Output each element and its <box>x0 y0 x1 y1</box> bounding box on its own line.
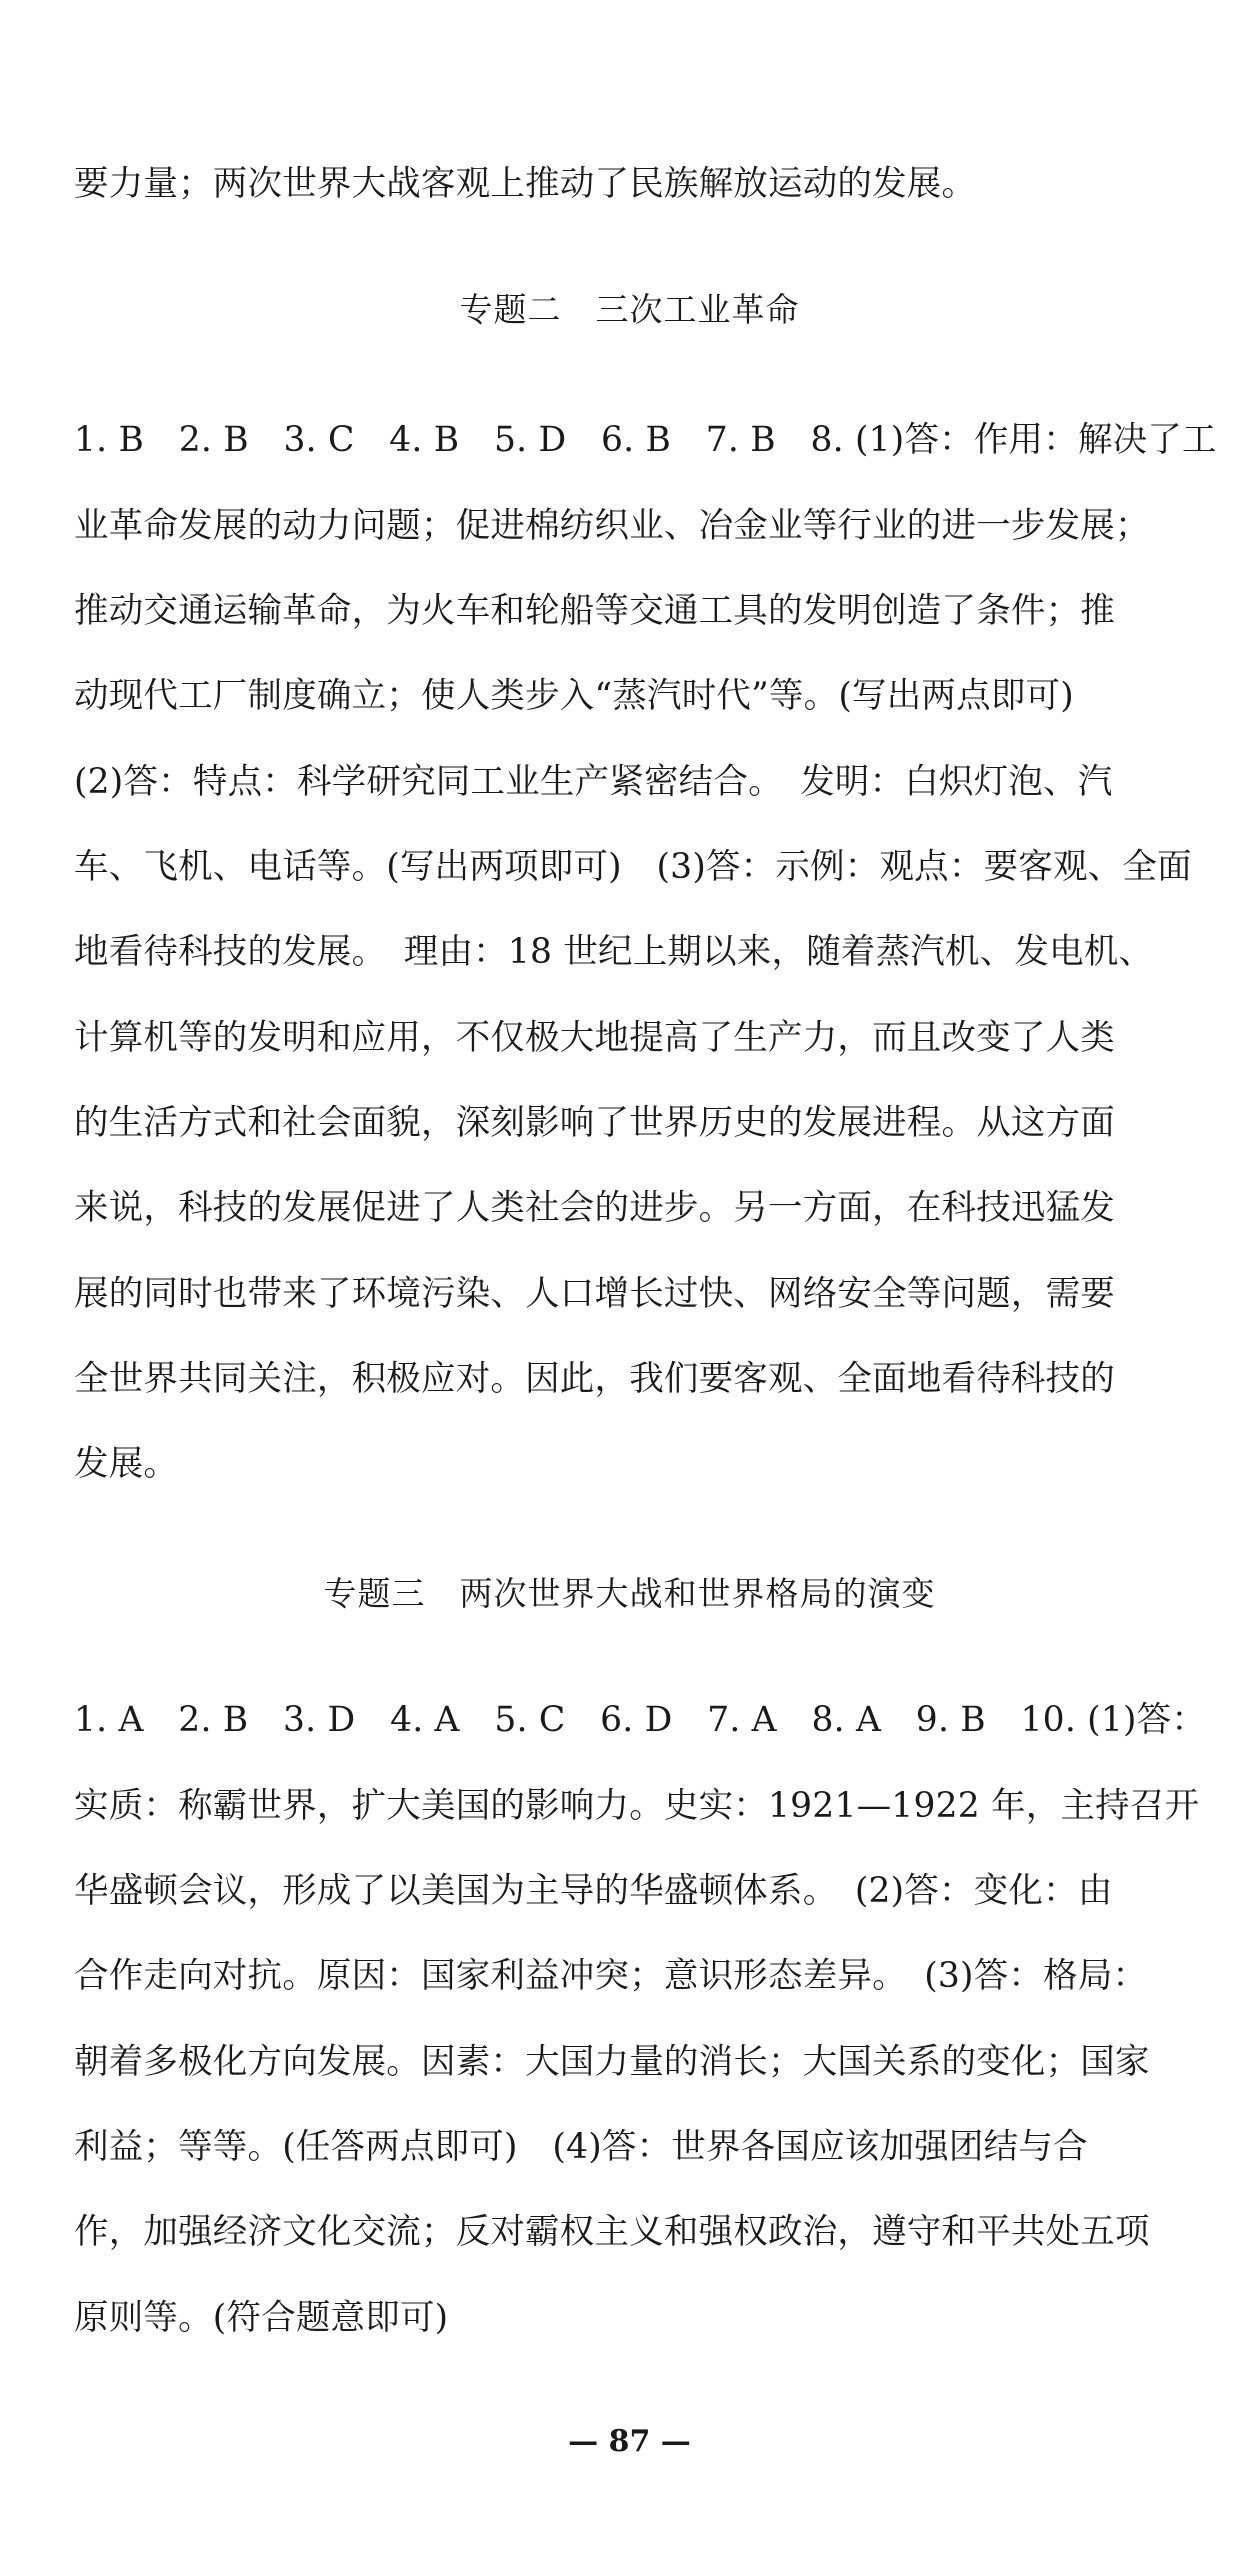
text-line: 车、飞机、电话等。(写出两项即可) (3)答：示例：观点：要客观、全面 <box>74 847 1192 887</box>
text-line: 华盛顿会议，形成了以美国为主导的华盛顿体系。 (2)答：变化：由 <box>74 1871 1113 1911</box>
text-line: 来说，科技的发展促进了人类社会的进步。另一方面，在科技迅猛发 <box>74 1188 1115 1228</box>
section-title: 专题二 三次工业革命 <box>459 290 800 329</box>
text-line: 展的同时也带来了环境污染、人口增长过快、网络安全等问题，需要 <box>74 1274 1115 1314</box>
text-line: 合作走向对抗。原因：国家利益冲突；意识形态差异。 (3)答：格局： <box>74 1956 1148 1996</box>
text-line: 利益；等等。(任答两点即可) (4)答：世界各国应该加强团结与合 <box>74 2127 1088 2167</box>
text-line: 朝着多极化方向发展。因素：大国力量的消长；大国关系的变化；国家 <box>74 2042 1150 2082</box>
text-line: 作，加强经济文化交流；反对霸权主义和强权政治，遵守和平共处五项 <box>74 2212 1150 2252</box>
text-line: 发展。 <box>74 1444 179 1484</box>
text-line: 业革命发展的动力问题；促进棉纺织业、冶金业等行业的进一步发展； <box>74 506 1150 546</box>
text-line: 全世界共同关注，积极应对。因此，我们要客观、全面地看待科技的 <box>74 1359 1115 1399</box>
text-line: 推动交通运输革命，为火车和轮船等交通工具的发明创造了条件；推 <box>74 591 1115 631</box>
section-title: 专题三 两次世界大战和世界格局的演变 <box>323 1574 936 1613</box>
page-number: — 87 — <box>568 2424 691 2459</box>
text-line: 1. B 2. B 3. C 4. B 5. D 6. B 7. B 8. (1)答：作用：解决了工 <box>74 420 1217 460</box>
text-line: 原则等。(符合题意即可) <box>74 2298 449 2338</box>
text-line: 要力量；两次世界大战客观上推动了民族解放运动的发展。 <box>74 164 977 204</box>
text-line: 计算机等的发明和应用，不仅极大地提高了生产力，而且改变了人类 <box>74 1018 1115 1058</box>
text-line: 实质：称霸世界，扩大美国的影响力。史实：1921—1922 年，主持召开 <box>74 1786 1200 1826</box>
text-line: 动现代工厂制度确立；使人类步入“蒸汽时代”等。(写出两点即可) <box>74 676 1074 716</box>
text-line: 1. A 2. B 3. D 4. A 5. C 6. D 7. A 8. A 9. B 10. (1)答： <box>74 1700 1207 1740</box>
text-line: 地看待科技的发展。 理由：18 世纪上期以来，随着蒸汽机、发电机、 <box>74 932 1154 972</box>
text-line: 的生活方式和社会面貌，深刻影响了世界历史的发展进程。从这方面 <box>74 1103 1115 1143</box>
text-line: (2)答：特点：科学研究同工业生产紧密结合。 发明：白炽灯泡、汽 <box>74 762 1113 802</box>
